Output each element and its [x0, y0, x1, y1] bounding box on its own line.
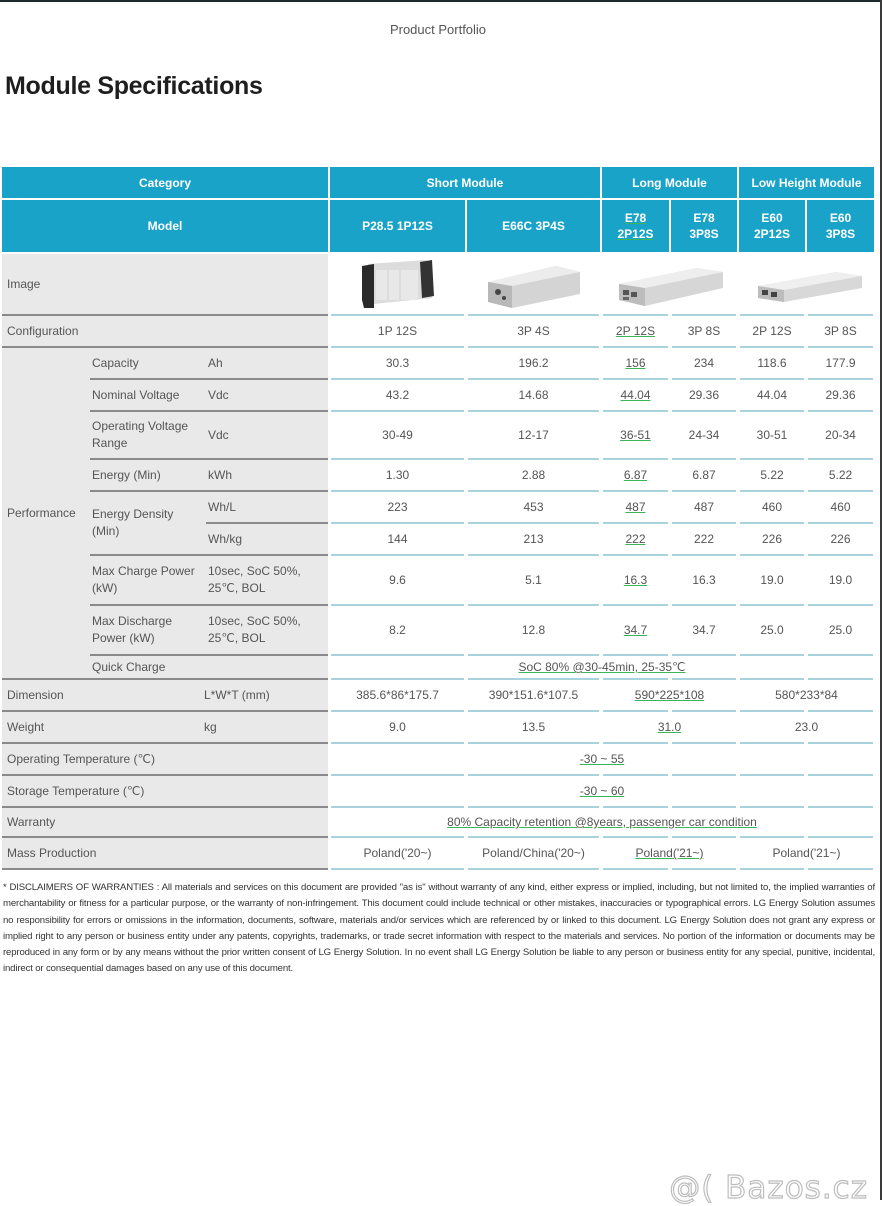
- model-config: 2P12S: [617, 227, 654, 241]
- mass-production-value: Poland('21~): [772, 846, 841, 860]
- cell-divider: [808, 554, 873, 556]
- cell-divider: [468, 774, 599, 776]
- metric-value: [602, 460, 669, 490]
- metric-name: Max Charge Power (kW): [92, 564, 195, 595]
- cell-divider: [331, 410, 464, 412]
- cell-divider: [672, 554, 736, 556]
- mass-production-value: [602, 838, 737, 868]
- cell-divider: [603, 678, 668, 680]
- cell-divider: [331, 314, 464, 316]
- cell-divider: [672, 806, 736, 808]
- cell-divider: [603, 868, 668, 870]
- cell-divider: [672, 378, 736, 380]
- metric-unit: kWh: [208, 467, 232, 482]
- cell-divider: [468, 490, 599, 492]
- cell-divider: [672, 710, 736, 712]
- cell-divider: [331, 346, 464, 348]
- mass-production-value: Poland('20~): [363, 846, 432, 860]
- cell-divider: [603, 604, 668, 606]
- performance-row: [2, 556, 874, 604]
- cell-divider: [468, 654, 599, 656]
- cell-divider: [468, 410, 599, 412]
- metric-value: 144: [387, 532, 408, 546]
- quick-charge-label: Quick Charge: [92, 660, 166, 674]
- cell-divider: [740, 410, 804, 412]
- cell-divider: [331, 806, 464, 808]
- metric-value-text: 156: [625, 356, 646, 370]
- cell-divider: [672, 742, 736, 744]
- cell-divider: [808, 490, 873, 492]
- metric-value-text: 16.3: [623, 573, 648, 587]
- metric-value: 12-17: [518, 428, 549, 442]
- cell-divider: [808, 522, 873, 524]
- metric-value-text: 34.7: [623, 623, 648, 637]
- metric-value: 226: [761, 532, 783, 546]
- cell-divider: [740, 522, 804, 524]
- cell-divider: [468, 836, 599, 838]
- metric-unit: Wh/L: [208, 499, 237, 514]
- mass-production-row: [2, 838, 874, 868]
- mass-production-value: Poland/China('20~): [482, 846, 585, 860]
- cell-divider: [740, 458, 804, 460]
- config-value: 3P 4S: [517, 324, 550, 338]
- performance-row: [2, 460, 874, 490]
- cell-divider: [603, 836, 668, 838]
- cell-divider: [331, 710, 464, 712]
- battery-module-p28-icon: [360, 260, 436, 310]
- model-config: 3P8S: [689, 227, 719, 241]
- storage-temperature-row: [2, 776, 874, 806]
- group-header-short: Short Module: [330, 167, 600, 198]
- metric-value: 196.2: [518, 356, 549, 370]
- storage-temperature-label: Storage Temperature (℃): [2, 776, 328, 806]
- config-value-text: 2P 12S: [615, 324, 656, 338]
- config-value: [602, 316, 669, 346]
- metric-value: [602, 606, 669, 654]
- cell-divider: [672, 458, 736, 460]
- metric-value: [602, 380, 669, 410]
- config-value: 1P 12S: [377, 324, 418, 338]
- cell-divider: [603, 490, 668, 492]
- row-divider: [2, 346, 328, 348]
- metric-value: 2.88: [521, 468, 546, 482]
- cell-divider: [672, 604, 736, 606]
- watermark: @( Bazos.cz: [669, 1170, 868, 1206]
- metric-value: 453: [523, 500, 544, 514]
- row-divider: [90, 554, 328, 556]
- dimension-value: 390*151.6*107.5: [488, 688, 579, 702]
- row-divider: [2, 774, 328, 776]
- metric-unit: Vdc: [208, 387, 229, 402]
- metric-value: 222: [693, 532, 715, 546]
- cell-divider: [672, 678, 736, 680]
- cell-divider: [808, 678, 873, 680]
- metric-value: 44.04: [756, 388, 788, 402]
- cell-divider: [468, 378, 599, 380]
- performance-row: [2, 380, 874, 410]
- metric-value: 30.3: [385, 356, 410, 370]
- cell-divider: [808, 774, 873, 776]
- model-config: 2P12S: [753, 227, 791, 241]
- cell-divider: [808, 604, 873, 606]
- cell-divider: [468, 346, 599, 348]
- model-header-e66c: [467, 200, 600, 252]
- cell-divider: [672, 522, 736, 524]
- row-divider: [90, 410, 328, 412]
- operating-temperature-value: [330, 744, 874, 774]
- cell-divider: [331, 554, 464, 556]
- metric-value: 487: [693, 500, 715, 514]
- config-value: 2P 12S: [752, 324, 792, 338]
- metric-value: 19.0: [828, 573, 853, 587]
- cell-divider: [331, 654, 464, 656]
- row-divider: [2, 710, 328, 712]
- cell-divider: [808, 378, 873, 380]
- cell-divider: [740, 710, 804, 712]
- metric-value: 19.0: [760, 573, 784, 587]
- operating-temperature-label: Operating Temperature (℃): [2, 744, 328, 774]
- cell-divider: [468, 678, 599, 680]
- metric-unit: 10sec, SoC 50%, 25℃, BOL: [208, 564, 301, 595]
- dimension-row: [2, 680, 874, 710]
- metric-unit: Vdc: [208, 427, 229, 442]
- performance-label: Performance: [7, 506, 76, 520]
- row-divider: [90, 654, 328, 656]
- model-name: E60: [761, 211, 783, 225]
- cell-divider: [808, 654, 873, 656]
- config-value: 3P 8S: [687, 324, 721, 338]
- cell-divider: [331, 490, 464, 492]
- metric-unit: 10sec, SoC 50%, 25℃, BOL: [208, 614, 301, 645]
- cell-divider: [603, 742, 668, 744]
- weight-value: 9.0: [389, 720, 406, 734]
- group-header-long: Long Module: [602, 167, 737, 198]
- mass-production-value-text: Poland('21~): [635, 846, 704, 860]
- cell-divider: [468, 458, 599, 460]
- cell-divider: [468, 710, 599, 712]
- cell-divider: [331, 678, 464, 680]
- row-divider: [2, 742, 328, 744]
- metric-value: 5.22: [828, 468, 853, 482]
- cell-divider: [808, 806, 873, 808]
- quick-charge-row: [2, 656, 874, 678]
- image-row: [2, 254, 874, 314]
- category-header-row: [2, 167, 874, 198]
- cell-divider: [603, 314, 668, 316]
- metric-unit: Wh/kg: [208, 531, 243, 546]
- row-divider: [2, 868, 328, 870]
- metric-name: Energy (Min): [92, 467, 161, 482]
- metric-name: Operating Voltage Range: [92, 419, 189, 450]
- metric-value: 29.36: [825, 388, 856, 402]
- model-header-row: [2, 200, 874, 252]
- metric-value: 8.2: [389, 623, 406, 637]
- weight-value: 13.5: [521, 720, 546, 734]
- cell-divider: [468, 868, 599, 870]
- warranty-text: 80% Capacity retention @8years, passenger car condition: [447, 815, 757, 829]
- cell-divider: [672, 868, 736, 870]
- weight-row: [2, 712, 874, 742]
- cell-divider: [808, 458, 873, 460]
- metric-value: 16.3: [692, 573, 716, 587]
- weight-value: 23.0: [794, 720, 819, 734]
- metric-value: [602, 524, 669, 554]
- metric-name: Capacity: [92, 355, 139, 370]
- cell-divider: [603, 654, 668, 656]
- cell-divider: [740, 868, 804, 870]
- battery-module-e66c-icon: [484, 262, 584, 310]
- warranty-label: Warranty: [2, 808, 328, 836]
- cell-divider: [331, 742, 464, 744]
- top-border: [0, 0, 882, 2]
- cell-divider: [468, 314, 599, 316]
- cell-divider: [331, 604, 464, 606]
- cell-divider: [672, 836, 736, 838]
- metric-value-text: 6.87: [623, 468, 648, 482]
- cell-divider: [740, 678, 804, 680]
- metric-value: 177.9: [825, 356, 856, 370]
- metric-value: 1.30: [385, 468, 410, 482]
- cell-divider: [740, 774, 804, 776]
- metric-value: 25.0: [828, 623, 853, 637]
- storage-temperature-value: [330, 776, 874, 806]
- metric-value: 34.7: [692, 623, 716, 637]
- metric-value: 30-49: [382, 428, 413, 442]
- row-divider: [2, 678, 328, 680]
- metric-name: Nominal Voltage: [92, 387, 180, 402]
- metric-value: 29.36: [688, 388, 720, 402]
- row-divider: [90, 378, 328, 380]
- weight-value: [602, 712, 737, 742]
- page-title: Module Specifications: [5, 72, 263, 100]
- battery-module-e78-icon: [615, 266, 725, 308]
- dimension-value-text: 590*225*108: [634, 688, 705, 702]
- cell-divider: [808, 710, 873, 712]
- cell-divider: [603, 806, 668, 808]
- cell-divider: [808, 314, 873, 316]
- metric-value: 14.68: [518, 388, 549, 402]
- metric-value: [602, 412, 669, 458]
- cell-divider: [603, 522, 668, 524]
- metric-value: 118.6: [757, 356, 787, 370]
- image-label: Image: [2, 254, 328, 314]
- row-divider: [2, 806, 328, 808]
- model-name: E78: [624, 211, 647, 225]
- dimension-value: 385.6*86*175.7: [356, 688, 439, 702]
- cell-divider: [808, 868, 873, 870]
- model-config: 3P8S: [825, 227, 856, 241]
- metric-value: 5.22: [760, 468, 784, 482]
- row-divider: [206, 522, 328, 524]
- metric-value: 213: [523, 532, 544, 546]
- cell-divider: [468, 742, 599, 744]
- metric-value: 12.8: [521, 623, 546, 637]
- cell-divider: [740, 836, 804, 838]
- row-divider: [2, 836, 328, 838]
- model-name: E66C 3P4S: [502, 219, 565, 233]
- dimension-unit: L*W*T (mm): [204, 688, 270, 702]
- cell-divider: [808, 346, 873, 348]
- model-header-e60-3p8s: [807, 200, 874, 252]
- row-divider: [2, 314, 328, 316]
- cell-divider: [603, 410, 668, 412]
- model-header: Model: [2, 200, 328, 252]
- running-header: Product Portfolio: [389, 22, 487, 37]
- cell-divider: [740, 604, 804, 606]
- dimension-label: Dimension: [2, 680, 328, 710]
- metric-value-text: 487: [625, 500, 646, 514]
- cell-divider: [808, 410, 873, 412]
- cell-divider: [468, 554, 599, 556]
- cell-divider: [603, 554, 668, 556]
- cell-divider: [672, 346, 736, 348]
- weight-label: Weight: [2, 712, 328, 742]
- config-value: 3P 8S: [824, 324, 857, 338]
- cell-divider: [672, 654, 736, 656]
- disclaimer-text: * DISCLAIMERS OF WARRANTIES : All materials and services on this document are provided "as is" without warranty of any kind, either express or implied, including, but not limited to, the implied warranties of merchantability or fitness for a particular purpose, or the warranty of non-infringement. This document could include technical or other mistakes, inaccuracies or typographical errors. LG Energy Solution assumes no responsibility for errors or omissions in the information, documents, software, materials and/or services which are referenced by or linked to this document. LG Energy Solution does not grant any express or implied right to any person or business entity under any patents, copyrights, trademarks, or trade secret information with respect to the materials and services. No portion of the information or documents may be reproduced in any form or by any means without the prior written consent of LG Energy Solution. In no event shall LG Energy Solution be liable to any person or business entity for any special, punitive, incidental, indirect or consequential damages based on any use of this document.: [3, 882, 875, 975]
- performance-row: [2, 348, 874, 378]
- model-header-p28-5: [330, 200, 465, 252]
- performance-row: [2, 412, 874, 458]
- metric-value: [602, 348, 669, 378]
- metric-value-text: 44.04: [620, 388, 651, 402]
- metric-value: 9.6: [389, 573, 406, 587]
- model-name: P28.5 1P12S: [362, 219, 433, 233]
- metric-value: 43.2: [385, 388, 410, 402]
- cell-divider: [331, 522, 464, 524]
- quick-charge-text: SoC 80% @30-45min, 25-35℃: [518, 660, 686, 674]
- metric-value-text: 36-51: [620, 428, 651, 442]
- group-header-low-height: Low Height Module: [739, 167, 874, 198]
- metric-value: [602, 556, 669, 604]
- cell-divider: [740, 806, 804, 808]
- cell-divider: [740, 346, 804, 348]
- model-name: E78: [693, 211, 715, 225]
- metric-value-text: 222: [625, 532, 646, 546]
- metric-value: 460: [761, 500, 783, 514]
- cell-divider: [468, 522, 599, 524]
- cell-divider: [468, 604, 599, 606]
- metric-value: 30-51: [756, 428, 788, 442]
- category-header: Category: [2, 167, 328, 198]
- cell-divider: [672, 774, 736, 776]
- metric-value: 5.1: [525, 573, 542, 587]
- energy-density-label: Energy Density (Min): [92, 507, 174, 538]
- cell-divider: [740, 490, 804, 492]
- cell-divider: [331, 378, 464, 380]
- weight-unit: kg: [204, 720, 217, 734]
- mass-production-label: Mass Production: [2, 838, 328, 868]
- cell-divider: [672, 314, 736, 316]
- cell-divider: [331, 774, 464, 776]
- configuration-label: Configuration: [2, 316, 328, 346]
- cell-divider: [603, 458, 668, 460]
- cell-divider: [468, 806, 599, 808]
- cell-divider: [740, 654, 804, 656]
- cell-divider: [331, 458, 464, 460]
- warranty-row: [2, 808, 874, 836]
- quick-charge-value: [330, 656, 874, 678]
- battery-module-e60-icon: [754, 270, 864, 306]
- model-name: E60: [829, 211, 852, 225]
- model-header-e78-2p12s: [602, 200, 669, 252]
- performance-row: [2, 606, 874, 654]
- dimension-value: 580*233*84: [775, 688, 838, 702]
- row-divider: [90, 604, 328, 606]
- cell-divider: [740, 742, 804, 744]
- metric-value: 226: [830, 532, 851, 546]
- cell-divider: [672, 490, 736, 492]
- cell-divider: [603, 710, 668, 712]
- metric-value: 234: [693, 356, 715, 370]
- warranty-value: [330, 808, 874, 836]
- model-header-e78-3p8s: [671, 200, 737, 252]
- cell-divider: [603, 378, 668, 380]
- cell-divider: [740, 314, 804, 316]
- weight-value-text: 31.0: [657, 720, 682, 734]
- operating-temperature-row: [2, 744, 874, 774]
- cell-divider: [808, 836, 873, 838]
- cell-divider: [603, 346, 668, 348]
- configuration-row: [2, 316, 874, 346]
- metric-value: 6.87: [692, 468, 716, 482]
- row-divider: [90, 458, 328, 460]
- cell-divider: [672, 410, 736, 412]
- metric-name: Max Discharge Power (kW): [92, 614, 173, 645]
- metric-value: [602, 492, 669, 522]
- cell-divider: [331, 836, 464, 838]
- metric-value: 460: [830, 500, 851, 514]
- operating-temperature-text: -30 ~ 55: [579, 752, 625, 766]
- dimension-value: [602, 680, 737, 710]
- metric-value: 25.0: [760, 623, 784, 637]
- cell-divider: [331, 868, 464, 870]
- metric-unit: Ah: [208, 355, 223, 370]
- storage-temperature-text: -30 ~ 60: [579, 784, 625, 798]
- cell-divider: [740, 378, 804, 380]
- metric-value: 20-34: [825, 428, 856, 442]
- metric-value: 223: [387, 500, 408, 514]
- metric-value: 24-34: [688, 428, 720, 442]
- cell-divider: [603, 774, 668, 776]
- cell-divider: [740, 554, 804, 556]
- model-header-e60-2p12s: [739, 200, 805, 252]
- row-divider: [90, 490, 328, 492]
- cell-divider: [808, 742, 873, 744]
